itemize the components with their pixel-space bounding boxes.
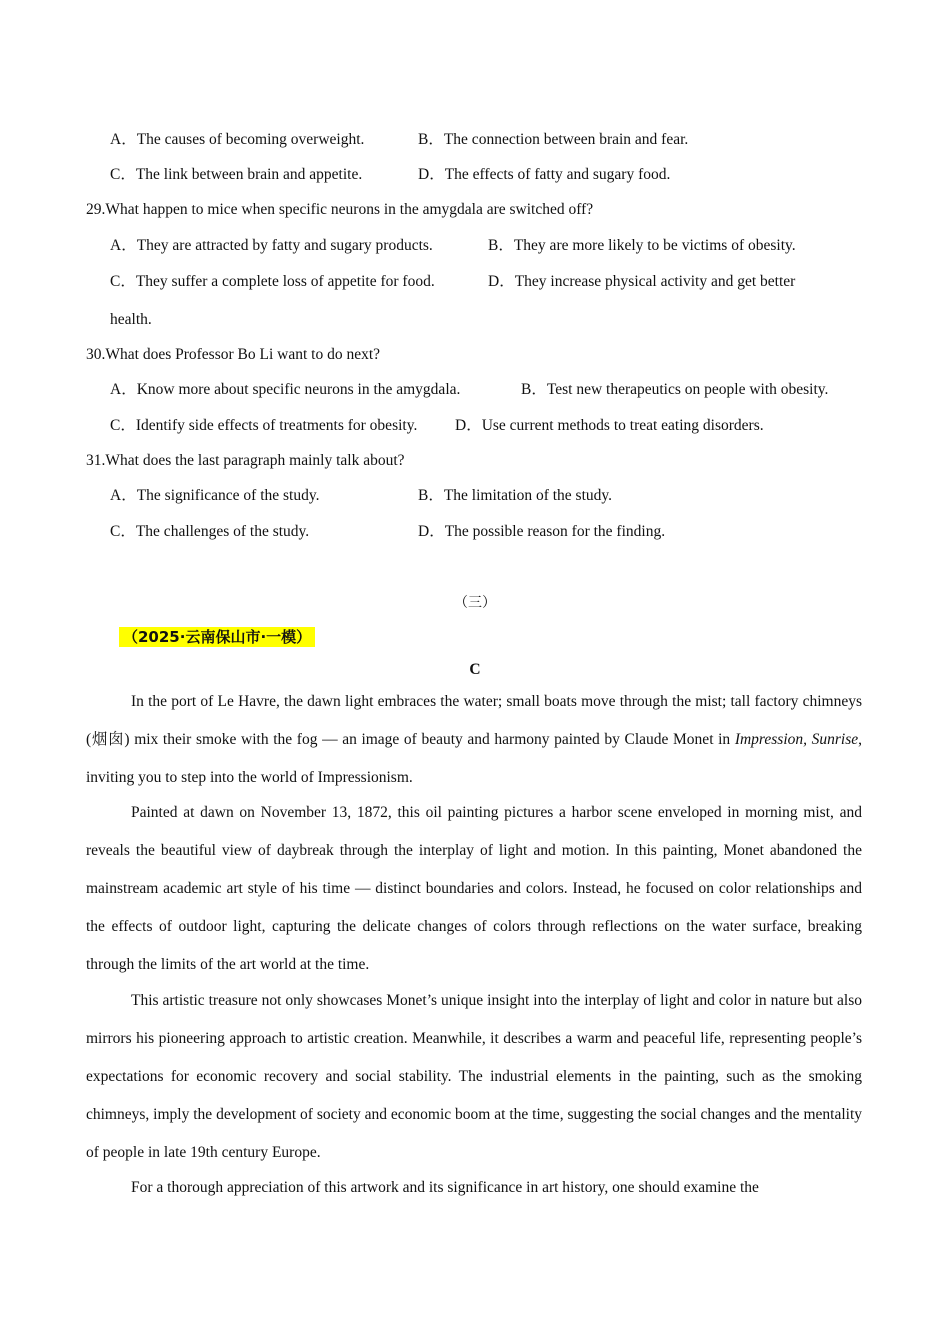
passage-paragraph-4: For a thorough appreciation of this artwork and its significance in art history, one should examine the [131, 1179, 759, 1196]
q29-option-c: C．They suffer a complete loss of appetite for food. [110, 273, 435, 290]
q29-option-a: A．They are attracted by fatty and sugary products. [110, 237, 433, 254]
q30-stem: 30.What does Professor Bo Li want to do next? [86, 346, 381, 363]
painting-title: Impression, Sunrise [734, 731, 859, 748]
q29-option-d: D．They increase physical activity and get better [488, 273, 796, 290]
q29-option-b: B．They are more likely to be victims of obesity. [488, 237, 796, 254]
q28-option-a: A．The causes of becoming overweight. [110, 131, 365, 148]
q30-option-b: B．Test new therapeutics on people with obesity. [521, 381, 829, 398]
q28-option-b: B．The connection between brain and fear. [418, 131, 689, 148]
q28-option-d: D．The effects of fatty and sugary food. [418, 166, 671, 183]
q31-stem: 31.What does the last paragraph mainly talk about? [86, 452, 405, 469]
passage-letter: C [469, 661, 481, 678]
passage-paragraph-3: This artistic treasure not only showcases Monet’s unique insight into the interplay of light and color in nature but also mirrors his pioneering approach to artistic creation. Meanwhile, it describes a warm and peaceful life, representing people’s expectations for economic recovery and social stability. The industrial elements in the painting, such as the smoking chimneys, imply the development of society and economic boom at the time, suggesting the social changes and the mentality of people in late 19th century Europe. [86, 992, 862, 1161]
q30-option-d: D．Use current methods to treat eating disorders. [455, 417, 764, 434]
q30-option-a: A．Know more about specific neurons in the amygdala. [110, 381, 461, 398]
q29-stem: 29.What happen to mice when specific neurons in the amygdala are switched off? [86, 201, 594, 218]
q31-option-a: A．The significance of the study. [110, 487, 320, 504]
passage-paragraph-1 [86, 683, 862, 797]
section-number: （三） [454, 595, 496, 611]
paragraph-1-text-b: , inviting you to step into the world of Impressionism. [86, 731, 862, 786]
passage-paragraph-2: Painted at dawn on November 13, 1872, this oil painting pictures a harbor scene enveloped in morning mist, and reveals the beautiful view of daybreak through the interplay of light and motion. In this painting, Monet abandoned the mainstream academic art style of his time — distinct boundaries and colors. Instead, he focused on color relationships and the effects of outdoor light, capturing the delicate changes of colors through reflections on the water surface, breaking through the limits of the art world at the time. [86, 804, 862, 973]
q31-option-c: C．The challenges of the study. [110, 523, 310, 540]
source-tag: （2025·云南保山市·一模） [119, 627, 315, 647]
q28-option-c: C．The link between brain and appetite. [110, 166, 363, 183]
q31-option-b: B．The limitation of the study. [418, 487, 613, 504]
paragraph-1-text-a: In the port of Le Havre, the dawn light embraces the water; small boats move through the mist; tall factory chimneys (烟囱) mix their smoke with the fog — an image of beauty and harmony painted by Claude Monet in [86, 693, 862, 748]
q29-option-d-continued: health. [110, 311, 152, 328]
q31-option-d: D．The possible reason for the finding. [418, 523, 666, 540]
q30-option-c: C．Identify side effects of treatments for obesity. [110, 417, 418, 434]
